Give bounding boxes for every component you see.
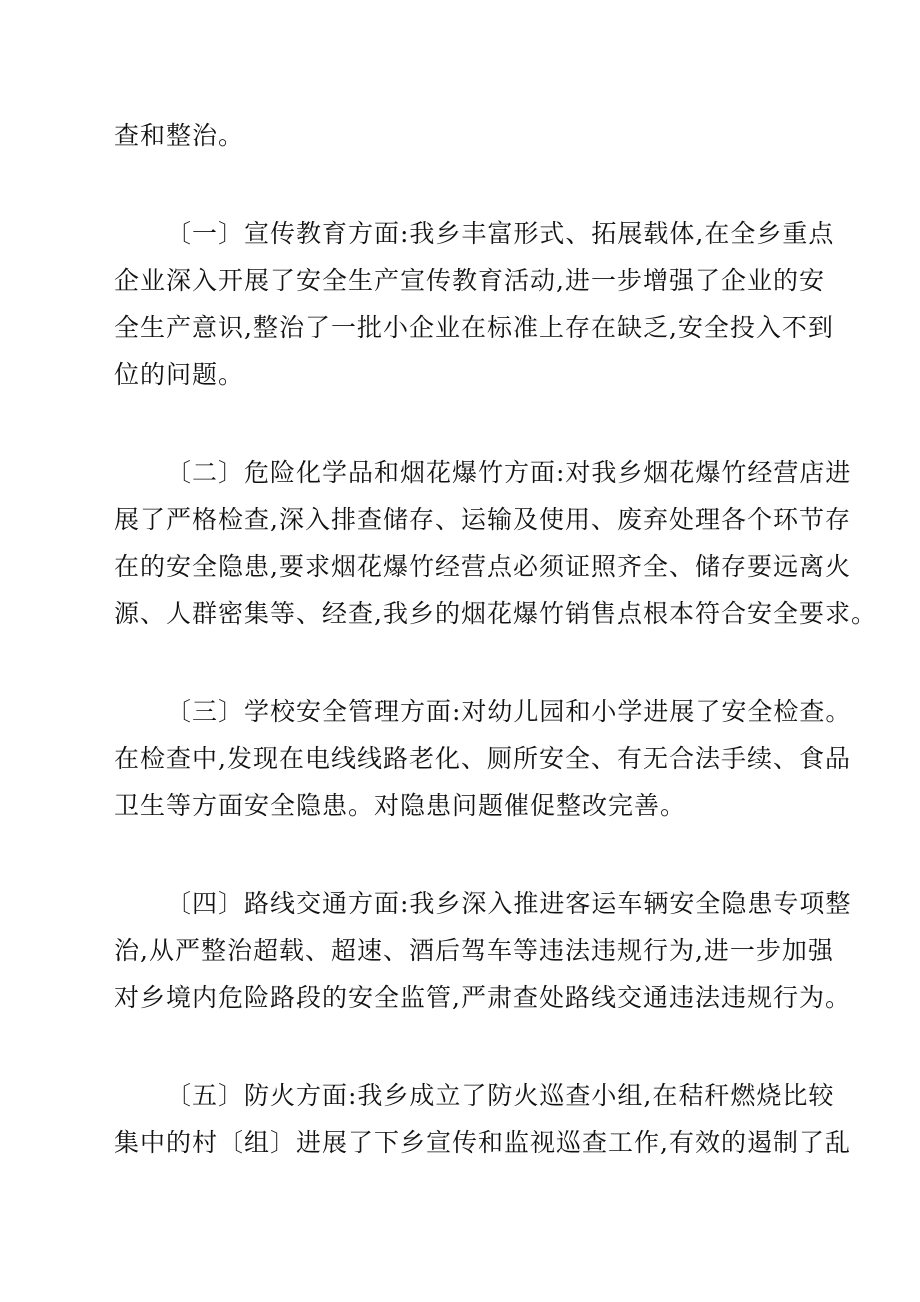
paragraph-1-line-4: 位的问题。	[114, 360, 245, 389]
paragraph-1-line-2: 企业深入开展了安全生产宣传教育活动,进一步增强了企业的安	[114, 266, 825, 295]
paragraph-1-line-3: 全生产意识,整治了一批小企业在标准上存在缺乏,安全投入不到	[114, 313, 834, 342]
paragraph-2-line-3: 在的安全隐患,要求烟花爆竹经营点必须证照齐全、储存要远离火	[114, 552, 851, 581]
paragraph-4-line-3: 对乡境内危险路段的安全监管,严肃查处路线交通违法违规行为。	[114, 983, 851, 1012]
paragraph-4-line-1: 〔四〕路线交通方面:我乡深入推进客运车辆安全隐患专项整	[166, 889, 852, 918]
paragraph-2-line-2: 展了严格检查,深入排查储存、运输及使用、废弃处理各个环节存	[114, 505, 851, 534]
paragraph-1-line-1: 〔一〕宣传教育方面:我乡丰富形式、拓展载体,在全乡重点	[166, 219, 835, 248]
paragraph-3-line-1: 〔三〕学校安全管理方面:对幼儿园和小学进展了安全检查。	[166, 697, 852, 726]
paragraph-4-line-2: 治,从严整治超载、超速、酒后驾车等违法违规行为,进一步加强	[114, 936, 834, 965]
paragraph-5-line-2: 集中的村〔组〕进展了下乡宣传和监视巡查工作,有效的遏制了乱	[114, 1128, 851, 1157]
paragraph-5-line-1: 〔五〕防火方面:我乡成立了防火巡查小组,在秸秆燃烧比较	[166, 1081, 835, 1110]
text-line: 查和整治。	[114, 121, 245, 150]
paragraph-3-line-3: 卫生等方面安全隐患。对隐患问题催促整改完善。	[114, 791, 687, 820]
paragraph-2-line-1: 〔二〕危险化学品和烟花爆竹方面:对我乡烟花爆竹经营店进	[166, 458, 852, 487]
paragraph-3-line-2: 在检查中,发现在电线线路老化、厕所安全、有无合法手续、食品	[114, 744, 851, 773]
paragraph-2-line-4: 源、人群密集等、经查,我乡的烟花爆竹销售点根本符合安全要求。	[114, 599, 877, 628]
